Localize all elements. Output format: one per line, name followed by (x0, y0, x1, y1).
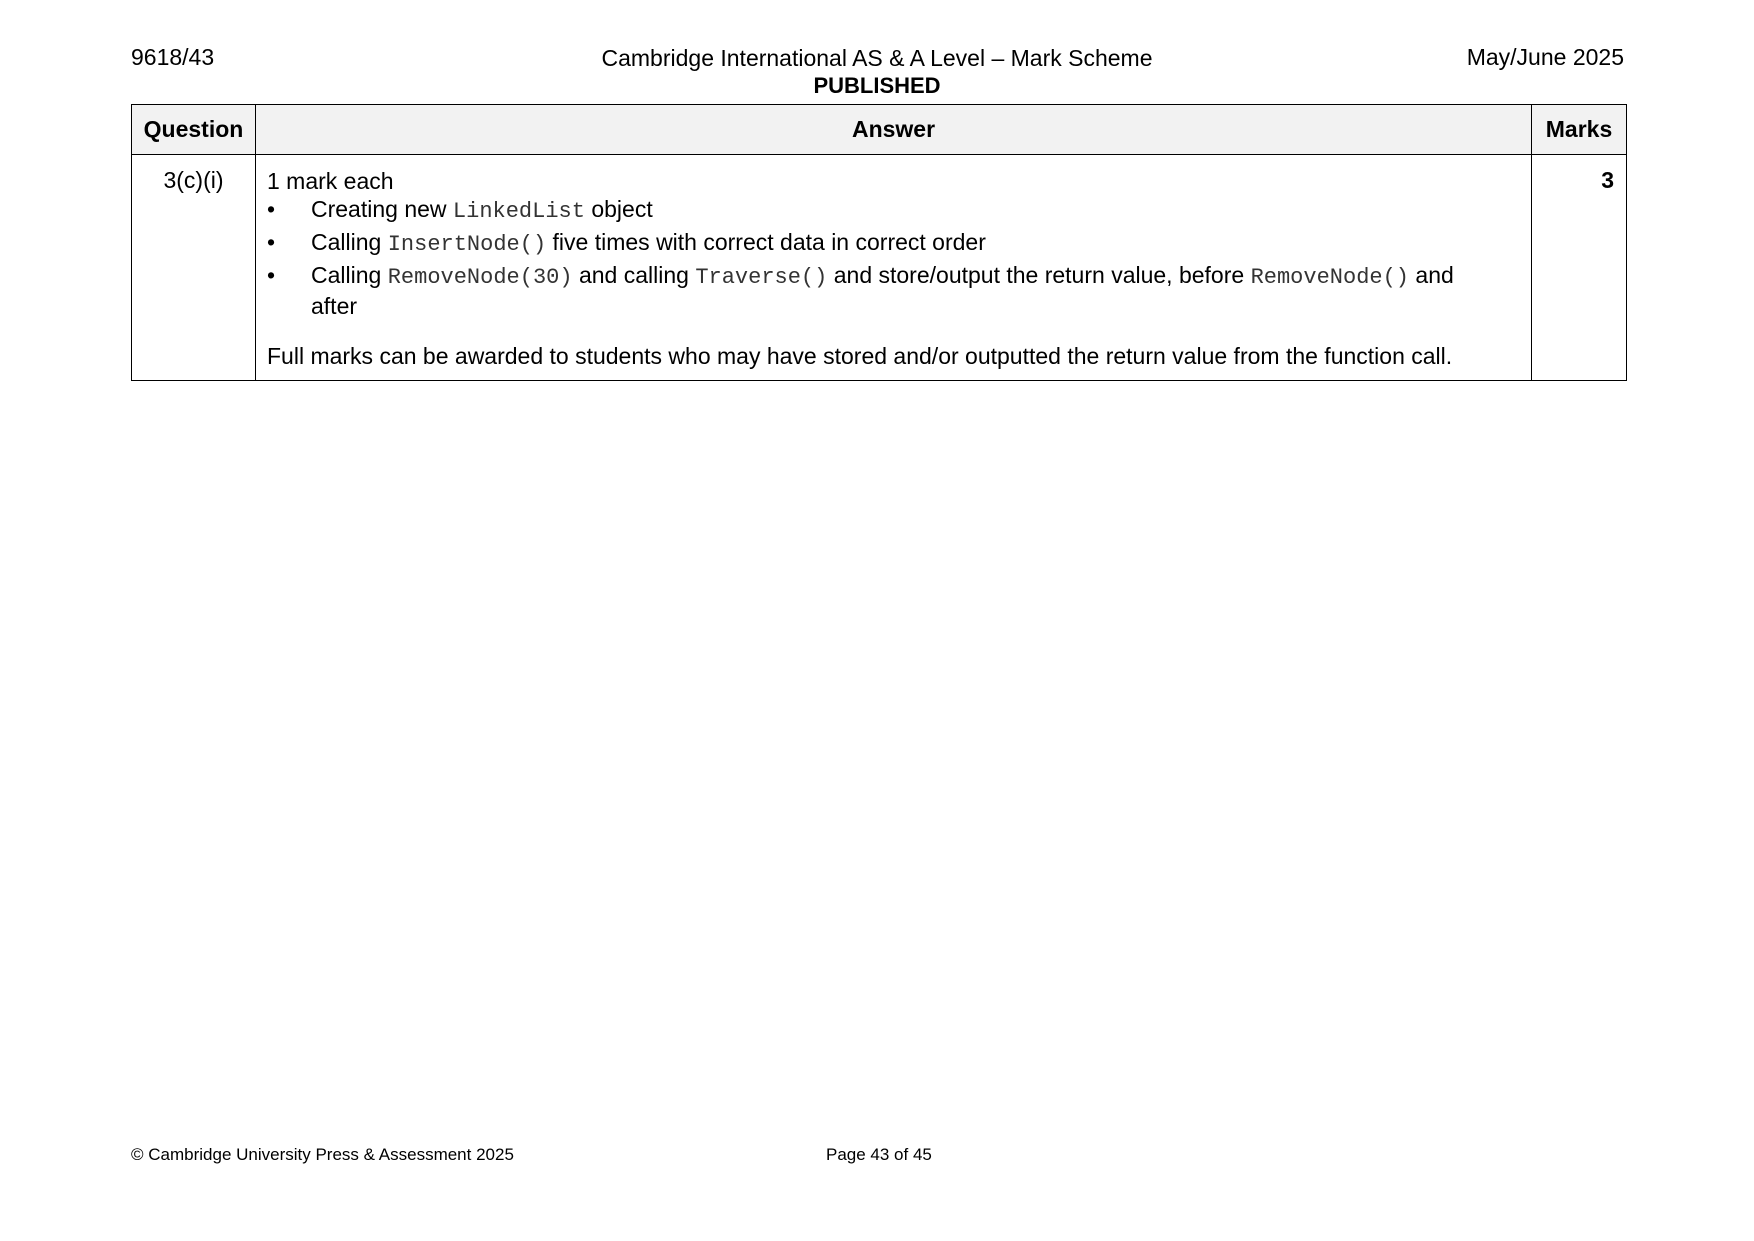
answer-bullet (267, 261, 1491, 320)
question-number: 3(c)(i) (132, 155, 256, 381)
bullet-text: Calling (311, 229, 388, 255)
bullet-text: Creating new (311, 196, 453, 222)
bullet-text: and store/output the return value, before (827, 262, 1251, 288)
exam-session: May/June 2025 (1466, 44, 1624, 70)
bullet-text: object (584, 196, 653, 222)
answer-bullet (267, 228, 1491, 259)
answer-bullet-list (267, 195, 1491, 320)
answer-intro: 1 mark each (267, 168, 394, 194)
bullet-text: and calling (572, 262, 696, 288)
code-term: InsertNode() (387, 232, 547, 257)
copyright-notice: © Cambridge University Press & Assessment 2025 (131, 1145, 514, 1164)
bullet-icon: • (267, 196, 276, 222)
document-title: Cambridge International AS & A Level – Mark Scheme (601, 45, 1153, 71)
table-row (132, 155, 1627, 381)
code-term: RemoveNode() (1250, 265, 1410, 290)
bullet-icon: • (267, 262, 276, 288)
bullet-text: and after (311, 262, 1454, 319)
bullet-icon: • (267, 229, 276, 255)
mark-scheme-table (131, 104, 1627, 381)
code-term: Traverse() (695, 265, 828, 290)
bullet-text: five times with correct data in correct order (546, 229, 986, 255)
publication-status: PUBLISHED (813, 73, 941, 98)
column-header-answer: Answer (256, 105, 1532, 155)
column-header-marks: Marks (1532, 105, 1627, 155)
marking-note: Full marks can be awarded to students who may have stored and/or outputted the return value from the function call. (267, 343, 1453, 369)
bullet-text: Calling (311, 262, 388, 288)
column-header-question: Question (132, 105, 256, 155)
paper-code: 9618/43 (131, 44, 215, 70)
code-term: LinkedList (452, 199, 585, 224)
code-term: RemoveNode(30) (387, 265, 573, 290)
answer-cell (256, 155, 1532, 381)
page-number: Page 43 of 45 (826, 1145, 932, 1164)
table-header-row (132, 105, 1627, 155)
marks-value: 3 (1532, 155, 1627, 381)
answer-bullet (267, 195, 1491, 226)
